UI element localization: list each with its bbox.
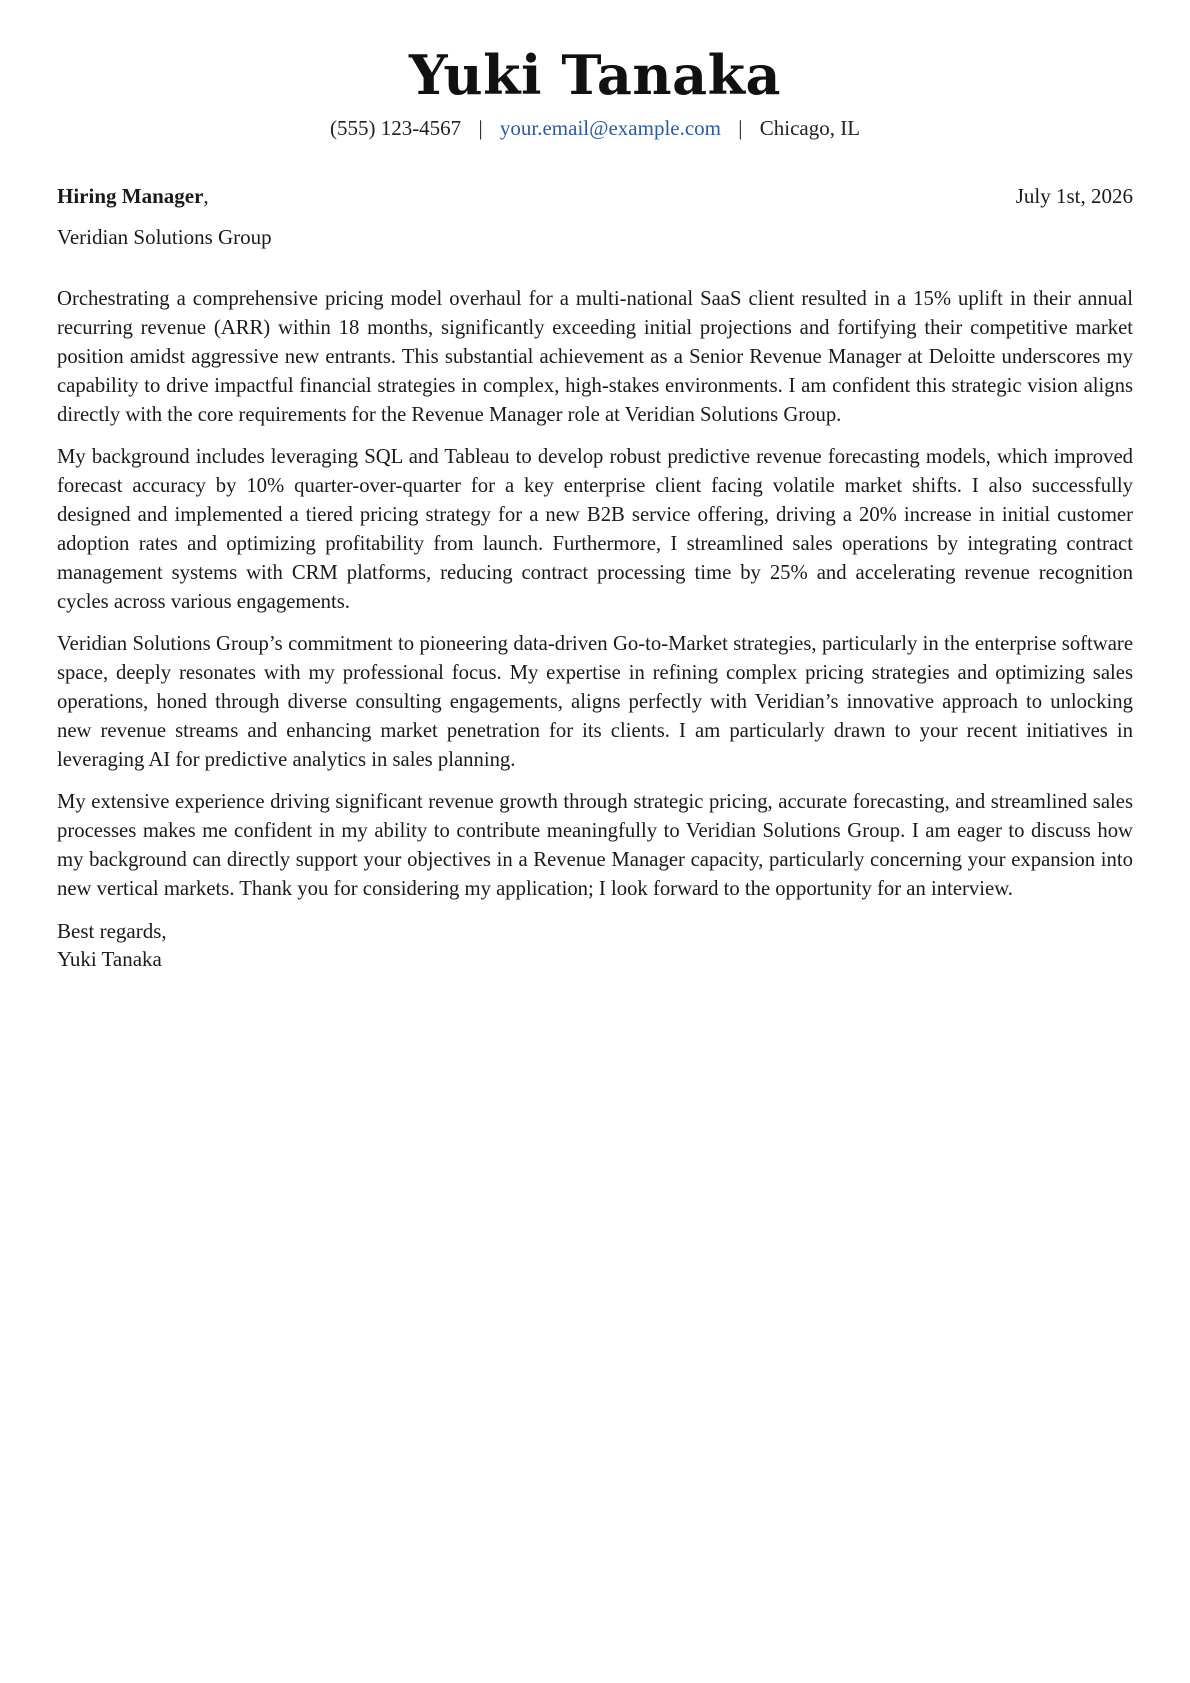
body-paragraph: My extensive experience driving significant revenue growth through strategic pricing, accurate forecasting, and streamlined sales processes makes me confident in my ability to contribute meaningfully to Veridian Solutions Group. I am eager to discuss how my background can directly support your objectives in a Revenue Manager capacity, particularly concerning your expansion into new vertical markets. Thank you for considering my application; I look forward to the opportunity for an interview. (57, 791, 1133, 900)
email-link[interactable]: your.email@example.com (499, 116, 722, 140)
letter-header (57, 0, 1133, 142)
closing-salutation: Best regards, (57, 919, 167, 943)
recipient-name-suffix: , (203, 184, 209, 208)
letter-closing (57, 917, 1133, 973)
contact-separator: | (738, 116, 743, 140)
body-paragraph: Orchestrating a comprehensive pricing model overhaul for a multi-national SaaS client resulted in a 15% uplift in their annual recurring revenue (ARR) within 18 months, significantly exceeding initial projections and fortifying their competitive market position amidst aggressive new entrants. This substantial achievement as a Senior Revenue Manager at Deloitte underscores my capability to drive impactful financial strategies in complex, high-stakes environments. I am confident this strategic vision aligns directly with the core requirements for the Revenue Manager role at Veridian Solutions Group. (57, 288, 1133, 426)
recipient-greeting (57, 182, 209, 210)
recipient-row (57, 182, 1133, 210)
recipient-company: Veridian Solutions Group (57, 225, 272, 249)
body-paragraph: Veridian Solutions Group’s commitment to pioneering data-driven Go-to-Market strategies, particularly in the enterprise software space, deeply resonates with my professional focus. My expertise in refining complex pricing strategies and optimizing sales operations, honed through diverse consulting engagements, aligns perfectly with Veridian’s innovative approach to unlocking new revenue streams and enhancing market penetration for its clients. I am particularly drawn to your recent initiatives in leveraging AI for predictive analytics in sales planning. (57, 633, 1133, 771)
recipient-name: Hiring Manager (57, 184, 204, 208)
letter-date: July 1st, 2026 (1015, 184, 1133, 208)
contact-line (57, 114, 1133, 142)
signature-name: Yuki Tanaka (57, 947, 162, 971)
contact-separator: | (478, 116, 483, 140)
body-paragraph: My background includes leveraging SQL and Tableau to develop robust predictive revenue forecasting models, which improved forecast accuracy by 10% quarter-over-quarter for a key enterprise client facing volatile market shifts. I also successfully designed and implemented a tiered pricing strategy for a new B2B service offering, driving a 20% increase in initial customer adoption rates and optimizing profitability from launch. Furthermore, I streamlined sales operations by integrating contract management systems with CRM platforms, reducing contract processing time by 25% and accelerating revenue recognition cycles across various engagements. (57, 446, 1133, 613)
letter-body (57, 285, 1133, 904)
location: Chicago, IL (759, 116, 861, 140)
cover-letter-page (57, 0, 1133, 973)
applicant-name: Yuki Tanaka (408, 43, 781, 107)
phone-number: (555) 123-4567 (329, 116, 462, 140)
